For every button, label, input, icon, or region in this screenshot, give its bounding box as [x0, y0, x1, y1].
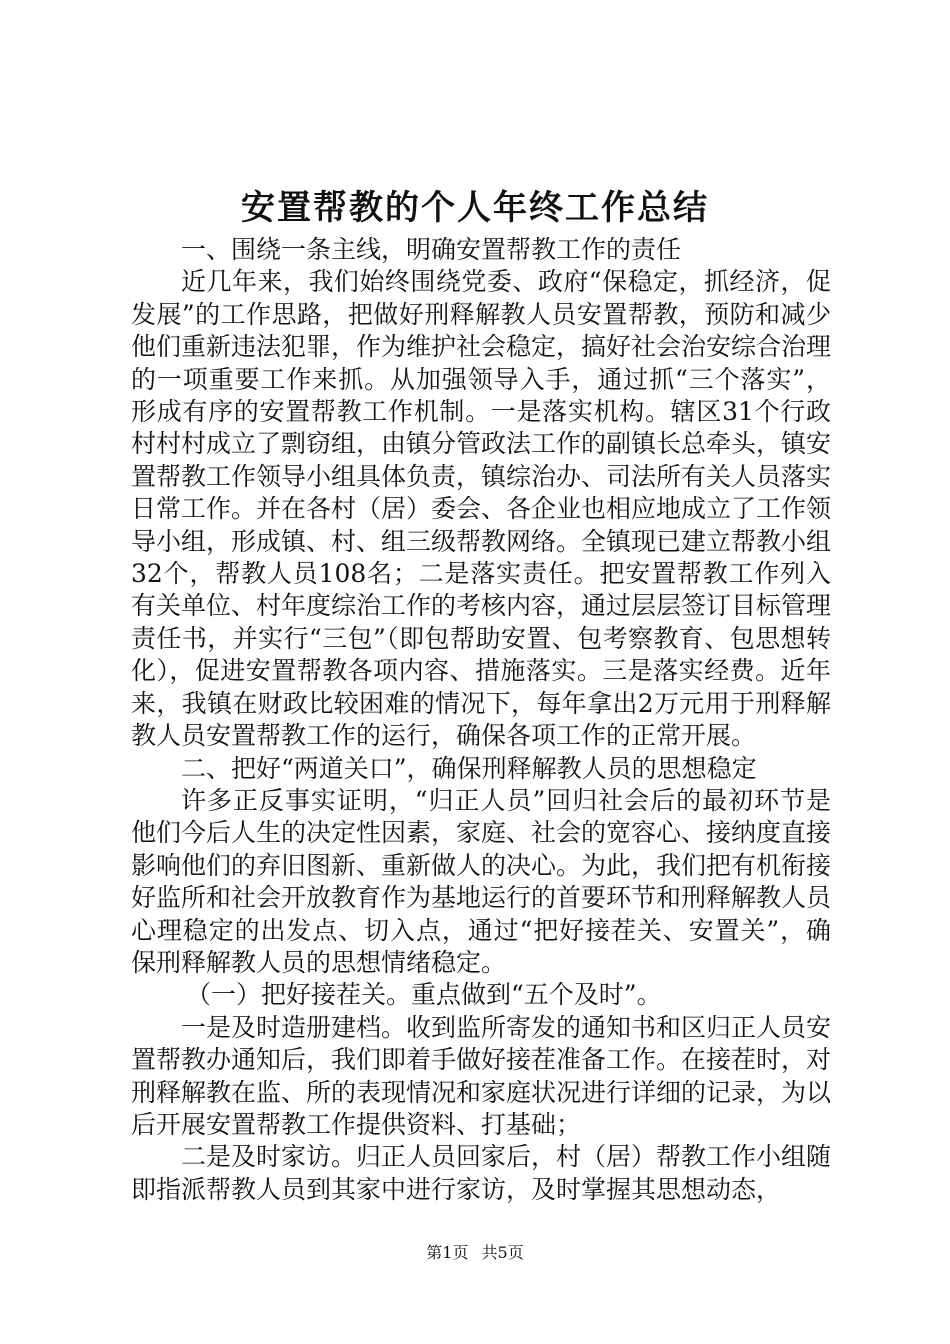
- page-total: 共5页: [481, 1243, 524, 1262]
- page-number: 第1页: [426, 1243, 469, 1262]
- document-body: [131, 234, 831, 1206]
- subsection-heading: （一）把好接茬关。重点做到“五个及时”。: [186, 980, 662, 1010]
- paragraph: 一是及时造册建档。收到监所寄发的通知书和区归正人员安置帮教办通知后，我们即着手做好接茬准备工作。在接茬时，对刑释解教在监、所的表现情况和家庭状况进行详细的记录，为以后开展安置帮教工作提供资料、打基础；: [131, 1012, 832, 1139]
- paragraph: 二是及时家访。归正人员回家后，村（居）帮教工作小组随即指派帮教人员到其家中进行家访，及时掌握其思想动态，: [131, 1142, 832, 1204]
- section-heading-2: 二、把好“两道关口”，确保刑释解教人员的思想稳定: [181, 753, 757, 783]
- paragraph: 许多正反事实证明，“归正人员”回归社会后的最初环节是他们今后人生的决定性因素，家庭、社会的宽容心、接纳度直接影响他们的弃旧图新、重新做人的决心。为此，我们把有机衔接好监所和社会开放教育作为基地运行的首要环节和刑释解教人员心理稳定的出发点、切入点，通过“把好接茬关、安置关”，确保刑释解教人员的思想情绪稳定。: [131, 785, 832, 977]
- page-footer: [0, 1241, 950, 1265]
- section-heading-1: 一、围绕一条主线，明确安置帮教工作的责任: [181, 235, 682, 264]
- document-title: 安置帮教的个人年终工作总结: [241, 188, 709, 228]
- paragraph: 近几年来，我们始终围绕党委、政府“保稳定，抓经济，促发展”的工作思路，把做好刑释解教人员安置帮教，预防和减少他们重新违法犯罪，作为维护社会稳定，搞好社会治安综合治理的一项重要工作来抓。从加强领导入手，通过抓“三个落实”，形成有序的安置帮教工作机制。一是落实机构。辖区31个行政村村村成立了剽窃组，由镇分管政法工作的副镇长总牵头，镇安置帮教工作领导小组具体负责，镇综治办、司法所有关人员落实日常工作。并在各村（居）委会、各企业也相应地成立了工作领导小组，形成镇、村、组三级帮教网络。全镇现已建立帮教小组32个，帮教人员108名；二是落实责任。把安置帮教工作列入有关单位、村年度综治工作的考核内容，通过层层签订目标管理责任书，并实行“三包”（即包帮助安置、包考察教育、包思想转化），促进安置帮教各项内容、措施落实。三是落实经费。近年来，我镇在财政比较困难的情况下，每年拿出2万元用于刑释解教人员安置帮教工作的运行，确保各项工作的正常开展。: [131, 267, 832, 751]
